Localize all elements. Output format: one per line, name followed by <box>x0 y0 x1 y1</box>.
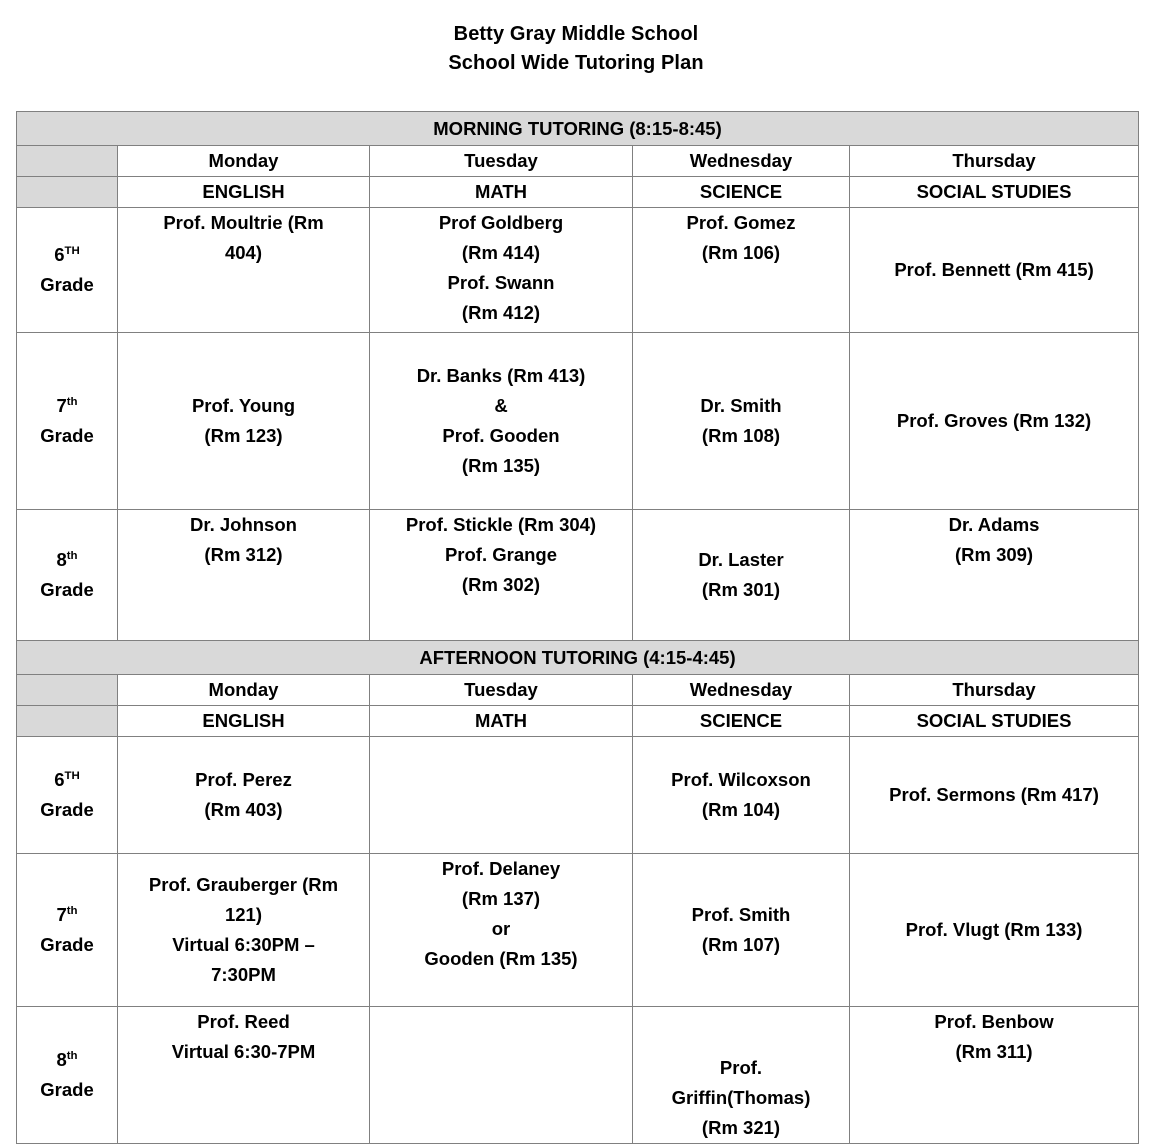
grade-number: 8 <box>56 1049 67 1070</box>
schedule-cell-line: Prof. Perez <box>195 769 292 790</box>
schedule-cell-line: Griffin(Thomas) <box>671 1087 811 1108</box>
schedule-cell-line: Prof. Gomez <box>686 212 796 233</box>
schedule-cell-line: (Rm 321) <box>701 1117 781 1138</box>
grade-label-afternoon-0 <box>17 737 118 854</box>
schedule-cell-line: (Rm 107) <box>701 934 781 955</box>
schedule-cell-afternoon-2-wednesday <box>633 1007 850 1144</box>
grade-ordinal-suffix: th <box>66 549 78 562</box>
schedule-cell-morning-1-tuesday <box>370 333 633 510</box>
schedule-cell-morning-2-monday <box>118 510 370 641</box>
schedule-cell-line: (Rm 301) <box>701 579 781 600</box>
corner-cell-days-morning <box>17 146 118 177</box>
schedule-cell-line: (Rm 106) <box>701 242 781 263</box>
subject-header-afternoon-2: SCIENCE <box>633 706 850 737</box>
title-line-school-name: Betty Gray Middle School <box>453 23 699 45</box>
schedule-cell-line: Prof. Sermons (Rm 417) <box>889 784 1099 805</box>
grade-label-morning-1 <box>17 333 118 510</box>
tutoring-schedule-table <box>16 111 1139 1144</box>
schedule-cell-afternoon-0-thursday <box>850 737 1139 854</box>
schedule-cell-line: Prof. Smith <box>691 904 791 925</box>
schedule-cell-line: Prof. Benbow <box>934 1011 1054 1032</box>
grade-number: 7 <box>56 395 67 416</box>
schedule-cell-line: (Rm 123) <box>204 425 283 446</box>
table-row <box>17 208 1139 333</box>
schedule-cell-line: Prof. Young <box>191 395 296 416</box>
schedule-cell-line: Prof. Stickle (Rm 304) <box>405 514 597 535</box>
schedule-cell-line: Prof. <box>719 1057 763 1078</box>
subject-header-afternoon-3: SOCIAL STUDIES <box>850 706 1139 737</box>
schedule-cell-line: (Rm 311) <box>955 1041 1033 1062</box>
day-header-row-afternoon <box>17 675 1139 706</box>
grade-ordinal-suffix: TH <box>64 244 80 257</box>
schedule-cell-line: (Rm 104) <box>701 799 781 820</box>
grade-number: 7 <box>56 904 67 925</box>
day-header-morning-2: Wednesday <box>633 146 850 177</box>
day-header-morning-0: Monday <box>118 146 370 177</box>
grade-word: Grade <box>40 425 94 446</box>
schedule-cell-morning-2-tuesday <box>370 510 633 641</box>
day-header-row-morning <box>17 146 1139 177</box>
grade-label-morning-0 <box>17 208 118 333</box>
subject-header-afternoon-1: MATH <box>370 706 633 737</box>
grade-number: 6 <box>54 244 65 265</box>
schedule-cell-line: Prof. Swann <box>447 272 555 293</box>
schedule-cell-line: Prof. Delaney <box>441 858 561 879</box>
corner-cell-subjects-morning <box>17 177 118 208</box>
section-banner-row-morning <box>17 112 1139 146</box>
subject-header-morning-0: ENGLISH <box>118 177 370 208</box>
schedule-cell-line: 121) <box>224 904 263 925</box>
schedule-cell-afternoon-2-thursday <box>850 1007 1139 1144</box>
schedule-cell-line: Dr. Laster <box>698 549 784 570</box>
schedule-cell-afternoon-1-monday <box>118 854 370 1007</box>
grade-ordinal-suffix: TH <box>64 769 80 782</box>
schedule-cell-afternoon-0-wednesday <box>633 737 850 854</box>
schedule-cell-line: Prof. Grauberger (Rm <box>148 874 339 895</box>
schedule-cell-morning-0-wednesday <box>633 208 850 333</box>
grade-word: Grade <box>40 579 94 600</box>
day-header-morning-3: Thursday <box>850 146 1139 177</box>
day-header-afternoon-2: Wednesday <box>633 675 850 706</box>
schedule-cell-line: (Rm 312) <box>204 544 283 565</box>
grade-ordinal-suffix: th <box>66 904 78 917</box>
grade-label-afternoon-2 <box>17 1007 118 1144</box>
schedule-cell-line: Prof. Groves (Rm 132) <box>896 410 1092 431</box>
grade-ordinal-suffix: th <box>66 395 78 408</box>
schedule-cell-line: Virtual 6:30-7PM <box>171 1041 316 1062</box>
subject-header-morning-3: SOCIAL STUDIES <box>850 177 1139 208</box>
table-row <box>17 510 1139 641</box>
schedule-cell-morning-1-wednesday <box>633 333 850 510</box>
schedule-cell-line: Dr. Banks (Rm 413) <box>416 365 586 386</box>
schedule-cell-line: 404) <box>224 242 263 263</box>
title-line-plan-name: School Wide Tutoring Plan <box>448 52 704 74</box>
day-header-afternoon-0: Monday <box>118 675 370 706</box>
schedule-cell-line: Prof. Wilcoxson <box>671 769 811 790</box>
schedule-cell-morning-0-tuesday <box>370 208 633 333</box>
day-header-afternoon-3: Thursday <box>850 675 1139 706</box>
schedule-cell-line: (Rm 403) <box>204 799 283 820</box>
schedule-cell-line: (Rm 414) <box>461 242 541 263</box>
schedule-cell-line: (Rm 309) <box>954 544 1034 565</box>
schedule-cell-line: Prof. Grange <box>444 544 558 565</box>
schedule-cell-afternoon-2-monday <box>118 1007 370 1144</box>
schedule-cell-line: Prof. Vlugt (Rm 133) <box>905 919 1083 940</box>
schedule-cell-line: (Rm 302) <box>461 574 541 595</box>
subject-header-afternoon-0: ENGLISH <box>118 706 370 737</box>
schedule-cell-line: Gooden (Rm 135) <box>424 948 578 969</box>
schedule-cell-morning-0-monday <box>118 208 370 333</box>
grade-number: 8 <box>56 549 67 570</box>
document-title <box>0 0 1152 78</box>
subject-header-row-afternoon <box>17 706 1139 737</box>
section-banner-row-afternoon <box>17 641 1139 675</box>
schedule-cell-line: or <box>491 918 511 939</box>
schedule-cell-line: (Rm 135) <box>461 455 541 476</box>
schedule-cell-line: Prof. Gooden <box>442 425 560 446</box>
table-row <box>17 333 1139 510</box>
schedule-cell-morning-2-wednesday <box>633 510 850 641</box>
schedule-cell-line: (Rm 412) <box>461 302 541 323</box>
grade-ordinal-suffix: th <box>66 1049 78 1062</box>
schedule-cell-afternoon-1-thursday <box>850 854 1139 1007</box>
section-banner-afternoon: AFTERNOON TUTORING (4:15-4:45) <box>17 641 1139 675</box>
schedule-cell-afternoon-0-monday <box>118 737 370 854</box>
corner-cell-days-afternoon <box>17 675 118 706</box>
schedule-cell-morning-1-thursday <box>850 333 1139 510</box>
schedule-cell-afternoon-0-tuesday <box>370 737 633 854</box>
schedule-cell-line: Dr. Johnson <box>190 514 297 535</box>
schedule-cell-line: Virtual 6:30PM – <box>172 934 315 955</box>
schedule-cell-line: Prof. Reed <box>197 1011 290 1032</box>
subject-header-row-morning <box>17 177 1139 208</box>
grade-label-afternoon-1 <box>17 854 118 1007</box>
grade-word: Grade <box>40 1079 94 1100</box>
schedule-cell-afternoon-2-tuesday <box>370 1007 633 1144</box>
schedule-cell-line: Prof. Bennett (Rm 415) <box>894 259 1094 280</box>
corner-cell-subjects-afternoon <box>17 706 118 737</box>
grade-word: Grade <box>40 799 94 820</box>
schedule-cell-line: Dr. Adams <box>948 514 1040 535</box>
schedule-cell-afternoon-1-wednesday <box>633 854 850 1007</box>
grade-number: 6 <box>54 769 65 790</box>
day-header-afternoon-1: Tuesday <box>370 675 633 706</box>
grade-label-morning-2 <box>17 510 118 641</box>
grade-word: Grade <box>40 274 94 295</box>
schedule-cell-line: Prof. Moultrie (Rm <box>163 212 324 233</box>
schedule-cell-afternoon-1-tuesday <box>370 854 633 1007</box>
table-row <box>17 854 1139 1007</box>
day-header-morning-1: Tuesday <box>370 146 633 177</box>
schedule-cell-morning-0-thursday <box>850 208 1139 333</box>
section-banner-morning: MORNING TUTORING (8:15-8:45) <box>17 112 1139 146</box>
grade-word: Grade <box>40 934 94 955</box>
schedule-cell-line: Dr. Smith <box>700 395 782 416</box>
schedule-cell-line: (Rm 108) <box>701 425 781 446</box>
schedule-cell-line: (Rm 137) <box>461 888 541 909</box>
table-row <box>17 737 1139 854</box>
table-row <box>17 1007 1139 1144</box>
schedule-cell-morning-1-monday <box>118 333 370 510</box>
schedule-cell-line: Prof Goldberg <box>438 212 564 233</box>
schedule-cell-line: & <box>494 395 508 416</box>
schedule-cell-morning-2-thursday <box>850 510 1139 641</box>
schedule-cell-line: 7:30PM <box>211 964 276 985</box>
subject-header-morning-1: MATH <box>370 177 633 208</box>
subject-header-morning-2: SCIENCE <box>633 177 850 208</box>
